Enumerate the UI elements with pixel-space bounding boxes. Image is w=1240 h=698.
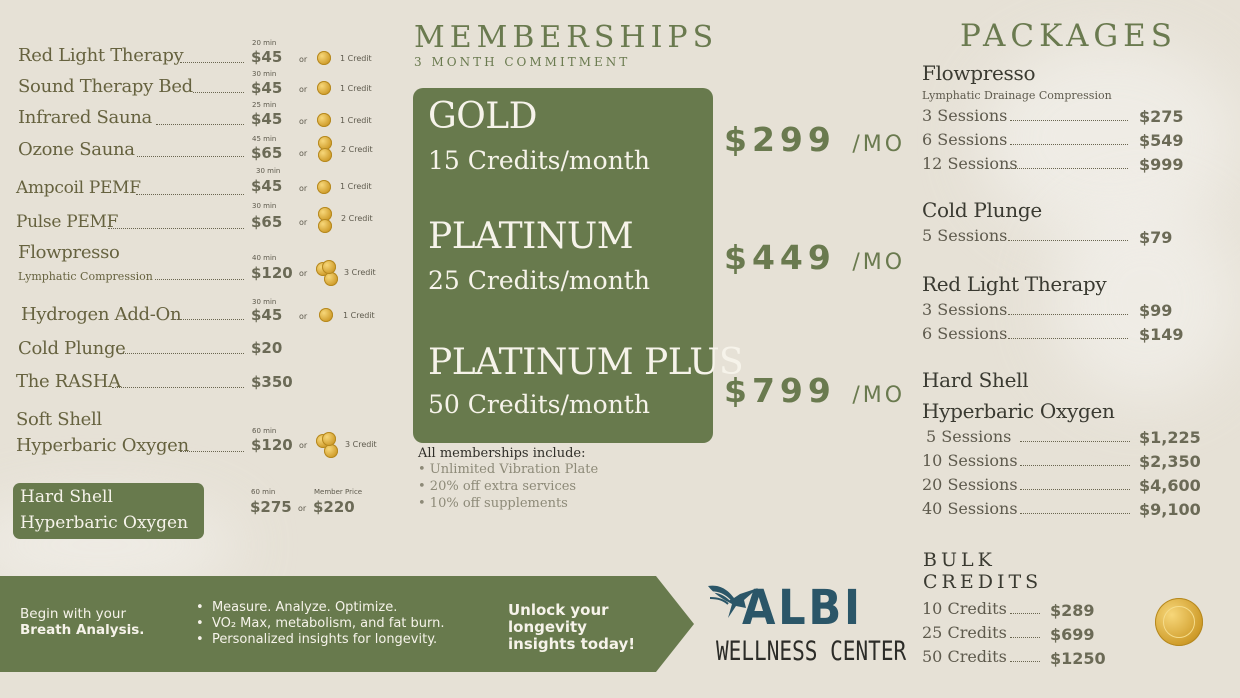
service-price: $20	[251, 339, 283, 357]
banner-begin-line2: Breath Analysis.	[20, 622, 145, 638]
bulk-credits-title-line2: CREDITS	[923, 571, 1043, 593]
package-row-label: 3 Sessions	[922, 300, 1008, 319]
package-row-price: $9,100	[1139, 500, 1201, 519]
dotted-leader	[155, 279, 244, 280]
dotted-leader	[108, 228, 244, 229]
tier-credits-platinum-plus: 50 Credits/month	[428, 390, 650, 419]
includes-item: • Unlimited Vibration Plate	[418, 462, 599, 477]
hard-shell-line2: Hyperbaric Oxygen	[20, 513, 189, 533]
or-label: or	[299, 269, 308, 278]
bulk-row-price: $699	[1050, 625, 1095, 644]
includes-item: • 20% off extra services	[418, 479, 577, 494]
service-duration: 30 min	[252, 298, 277, 306]
dotted-leader	[1010, 120, 1128, 121]
package-row-label: 10 Sessions	[922, 451, 1018, 470]
tier-name-platinum-plus: PLATINUM PLUS	[428, 342, 744, 383]
dotted-leader	[1010, 661, 1040, 662]
dotted-leader	[1010, 144, 1128, 145]
tier-credits-gold: 15 Credits/month	[428, 146, 650, 175]
service-name: The RASHA	[16, 371, 121, 392]
dotted-leader	[112, 387, 244, 388]
gold-coin-icon	[317, 51, 331, 65]
service-name: Pulse PEMF	[16, 212, 119, 232]
service-price: $350	[251, 373, 293, 391]
hard-shell-duration: 60 min	[251, 488, 276, 496]
or-label: or	[299, 441, 308, 450]
memberships-title: MEMBERSHIPS	[414, 20, 719, 55]
or-label: or	[298, 504, 307, 513]
service-name: Hydrogen Add-On	[21, 304, 182, 325]
service-name: Cold Plunge	[18, 338, 126, 359]
package-row-price: $4,600	[1139, 476, 1201, 495]
or-label: or	[299, 184, 308, 193]
gold-coin-icon	[322, 432, 336, 446]
service-duration: 25 min	[252, 101, 277, 109]
member-price-label: Member Price	[314, 488, 363, 496]
banner-bullet: • Measure. Analyze. Optimize.	[196, 600, 398, 615]
dotted-leader	[1020, 441, 1130, 442]
dotted-leader	[1010, 613, 1040, 614]
package-row-label: 3 Sessions	[922, 106, 1008, 125]
package-name-cold-plunge: Cold Plunge	[922, 198, 1042, 222]
includes-title: All memberships include:	[418, 446, 586, 461]
gold-coin-icon	[322, 260, 336, 274]
tier-price-platinum: $449 /MO	[724, 238, 906, 277]
banner-bullet: • VO₂ Max, metabolism, and fat burn.	[196, 616, 445, 631]
or-label: or	[299, 55, 308, 64]
service-name: Flowpresso	[18, 242, 120, 263]
gold-coin-icon	[318, 219, 332, 233]
package-subtitle: Lymphatic Drainage Compression	[922, 89, 1112, 102]
logo-tagline: WELLNESS CENTER	[716, 636, 907, 667]
memberships-subtitle: 3 MONTH COMMITMENT	[414, 55, 631, 69]
banner-bullet: • Personalized insights for longevity.	[196, 632, 438, 647]
dotted-leader	[137, 156, 244, 157]
dotted-leader	[180, 62, 244, 63]
service-subtitle: Lymphatic Compression	[18, 270, 153, 283]
member-price: $220	[313, 498, 355, 516]
package-row-label: 5 Sessions	[922, 226, 1008, 245]
service-price: $65	[251, 213, 283, 231]
package-name-hard-shell-line2: Hyperbaric Oxygen	[922, 399, 1115, 423]
or-label: or	[299, 312, 308, 321]
service-credit: 3 Credit	[345, 440, 377, 449]
service-name: Sound Therapy Bed	[18, 76, 193, 97]
dotted-leader	[1010, 637, 1040, 638]
hard-shell-price: $275	[250, 498, 292, 516]
service-duration: 20 min	[252, 39, 277, 47]
tier-name-gold: GOLD	[428, 96, 538, 137]
service-duration: 30 min	[256, 167, 281, 175]
service-credit: 1 Credit	[340, 182, 372, 191]
dotted-leader	[174, 319, 244, 320]
dotted-leader	[180, 451, 244, 452]
service-duration: 30 min	[252, 70, 277, 78]
or-label: or	[299, 218, 308, 227]
gold-coin-icon	[317, 180, 331, 194]
dotted-leader	[1020, 465, 1130, 466]
package-row-label: 40 Sessions	[922, 499, 1018, 518]
service-name: Hyperbaric Oxygen	[16, 435, 189, 456]
service-credit: 1 Credit	[340, 116, 372, 125]
or-label: or	[299, 149, 308, 158]
dotted-leader	[193, 92, 244, 93]
package-row-label: 12 Sessions	[922, 154, 1018, 173]
service-name: Soft Shell	[16, 409, 102, 430]
tier-price-gold: $299 /MO	[724, 120, 906, 159]
or-label: or	[299, 85, 308, 94]
banner-cta-line3: insights today!	[508, 635, 636, 653]
gold-coin-icon	[317, 81, 331, 95]
or-label: or	[299, 117, 308, 126]
banner-begin-line1: Begin with your	[20, 606, 127, 622]
service-name: Red Light Therapy	[18, 45, 184, 66]
bulk-credits-title: BULK	[923, 549, 996, 571]
gold-seal-icon	[1155, 598, 1203, 646]
service-credit: 1 Credit	[343, 311, 375, 320]
service-credit: 1 Credit	[340, 54, 372, 63]
service-duration: 60 min	[252, 427, 277, 435]
package-row-price: $99	[1139, 301, 1173, 320]
package-row-label: 5 Sessions	[926, 427, 1012, 446]
service-duration: 30 min	[252, 202, 277, 210]
tier-credits-platinum: 25 Credits/month	[428, 266, 650, 295]
service-price: $45	[251, 110, 283, 128]
service-price: $45	[251, 306, 283, 324]
dotted-leader	[1008, 168, 1128, 169]
service-price: $65	[251, 144, 283, 162]
service-price: $120	[251, 436, 293, 454]
packages-title: PACKAGES	[960, 18, 1178, 54]
package-name-hard-shell: Hard Shell	[922, 368, 1029, 392]
bulk-row-price: $1250	[1050, 649, 1106, 668]
package-row-label: 6 Sessions	[922, 324, 1008, 343]
service-credit: 3 Credit	[344, 268, 376, 277]
dotted-leader	[1008, 314, 1128, 315]
dotted-leader	[156, 124, 244, 125]
gold-coin-icon	[318, 148, 332, 162]
service-duration: 45 min	[252, 135, 277, 143]
service-price: $45	[251, 177, 283, 195]
service-name: Ozone Sauna	[18, 139, 135, 160]
tier-price-platinum-plus: $799 /MO	[724, 371, 906, 410]
package-row-label: 20 Sessions	[922, 475, 1018, 494]
gold-coin-icon	[324, 444, 338, 458]
banner-cta-line2: longevity	[508, 618, 587, 636]
bulk-row-label: 10 Credits	[922, 599, 1007, 618]
package-name-red-light: Red Light Therapy	[922, 272, 1107, 296]
hard-shell-line1: Hard Shell	[20, 487, 113, 507]
service-price: $45	[251, 48, 283, 66]
bulk-row-label: 50 Credits	[922, 647, 1007, 666]
package-row-label: 6 Sessions	[922, 130, 1008, 149]
gold-coin-icon	[324, 272, 338, 286]
service-duration: 40 min	[252, 254, 277, 262]
service-credit: 1 Credit	[340, 84, 372, 93]
package-row-price: $999	[1139, 155, 1184, 174]
gold-coin-icon	[319, 308, 333, 322]
dotted-leader	[1020, 489, 1130, 490]
package-row-price: $79	[1139, 228, 1173, 247]
service-price: $120	[251, 264, 293, 282]
service-name: Ampcoil PEMF	[16, 178, 141, 198]
service-price: $45	[251, 79, 283, 97]
includes-item: • 10% off supplements	[418, 496, 568, 511]
service-credit: 2 Credit	[341, 145, 373, 154]
dotted-leader	[120, 353, 244, 354]
dotted-leader	[1008, 338, 1128, 339]
tier-name-platinum: PLATINUM	[428, 216, 634, 257]
service-name: Infrared Sauna	[18, 107, 152, 128]
dotted-leader	[136, 194, 244, 195]
package-row-price: $149	[1139, 325, 1184, 344]
dotted-leader	[1020, 513, 1130, 514]
bulk-row-label: 25 Credits	[922, 623, 1007, 642]
gold-coin-icon	[317, 113, 331, 127]
package-row-price: $275	[1139, 107, 1184, 126]
logo-wordmark: ALBI	[742, 580, 863, 636]
bulk-row-price: $289	[1050, 601, 1095, 620]
dotted-leader	[1008, 240, 1128, 241]
package-name-flowpresso: Flowpresso	[922, 61, 1036, 85]
banner-cta-line1: Unlock your	[508, 601, 609, 619]
package-row-price: $1,225	[1139, 428, 1201, 447]
package-row-price: $549	[1139, 131, 1184, 150]
service-credit: 2 Credit	[341, 214, 373, 223]
package-row-price: $2,350	[1139, 452, 1201, 471]
